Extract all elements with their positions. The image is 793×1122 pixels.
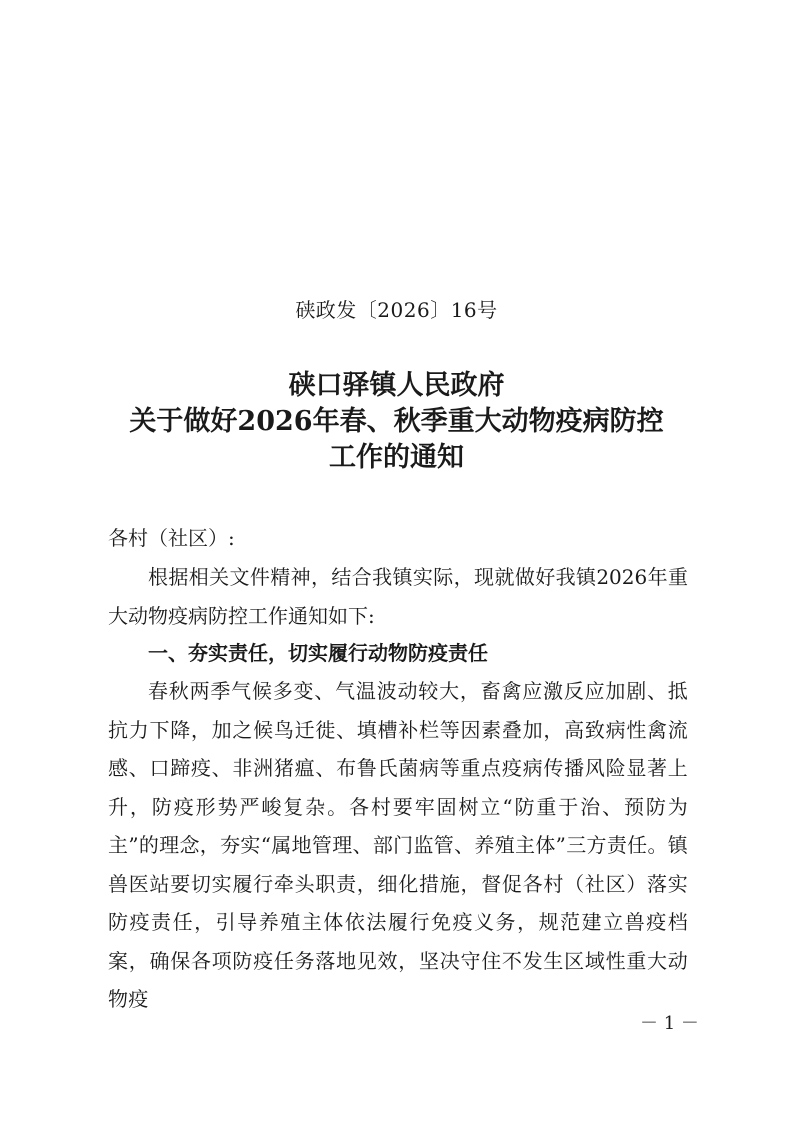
title-line-3: 工作的通知 <box>329 442 464 473</box>
title-line-1: 硖口驿镇人民政府 <box>288 370 505 401</box>
intro-paragraph: 根据相关文件精神，结合我镇实际，现就做好我镇2026年重大动物疫病防控工作通知如下: <box>108 565 688 628</box>
salutation: 各村（社区）: <box>108 526 235 550</box>
section-one-paragraph: 春秋两季气候多变、气温波动较大，畜禽应激反应加剧、抵抗力下降，加之候鸟迁徙、填槽补栏等因素叠加，高致病性禽流感、口蹄疫、非洲猪瘟、布鲁氏菌病等重点疫病传播风险显著上升，防疫形势严峻复杂。各村要牢固树立“防重于治、预防为主”的理念，夯实“属地管理、部门监管、养殖主体”三方责任。镇兽医站要切实履行牵头职责，细化措施，督促各村（社区）落实防疫责任，引导养殖主体依法履行免疫义务，规范建立兽疫档案，确保各项防疫任务落地见效，坚决守住不发生区域性重大动物疫 <box>108 679 688 1011</box>
document-number: 硖政发〔2026〕16号 <box>295 298 498 322</box>
title-line-2: 关于做好2026年春、秋季重大动物疫病防控 <box>129 406 664 437</box>
document-title <box>0 368 793 476</box>
section-one-heading: 一、夯实责任，切实履行动物防疫责任 <box>148 641 488 665</box>
page-number: － 1 － <box>640 1013 699 1034</box>
